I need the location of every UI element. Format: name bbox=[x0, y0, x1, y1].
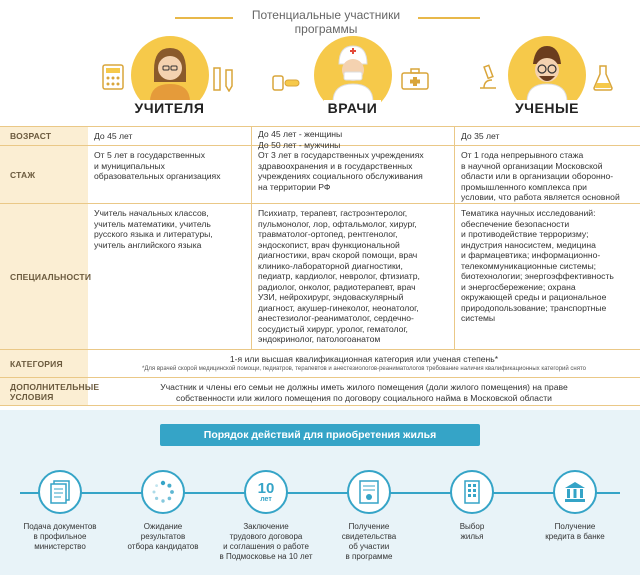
ruler-pencil-icon bbox=[212, 66, 236, 92]
row-age bbox=[0, 126, 640, 150]
step-3-text: Заключение трудового договора и соглашения о работе в Подмосковье на 10 лет bbox=[219, 522, 313, 561]
steps-title: Порядок действий для приобретения жилья bbox=[160, 424, 480, 446]
step-3-badge-unit: лет bbox=[260, 496, 272, 503]
row-specialty bbox=[0, 204, 640, 350]
step-6-text: Получение кредита в банке bbox=[545, 522, 605, 541]
step-1-text: Подача документов в профильное министерство bbox=[23, 522, 97, 551]
group-label-scientists: УЧЕНЫЕ bbox=[454, 100, 640, 116]
category-note: *Для врачей скорой медицинской помощи, педиатров, терапевтов и анестезиологов-реаниматологов требование наличия квалификационных категорий снято bbox=[142, 366, 586, 372]
step-5-text: Выбор жилья bbox=[459, 522, 485, 541]
title-divider-right bbox=[418, 17, 480, 19]
row-head-specialty: СПЕЦИАЛЬНОСТИ bbox=[0, 204, 88, 349]
step-3-badge-number: 10 bbox=[257, 480, 275, 497]
calculator-icon bbox=[102, 64, 124, 90]
steps-timeline bbox=[20, 492, 620, 494]
row-category bbox=[0, 350, 640, 378]
flask-icon bbox=[592, 64, 614, 92]
experience-doctors: От 3 лет в государственных учреждениях здравоохранения и в государственных учреждениях социального обслуживания на территории РФ bbox=[251, 146, 454, 203]
medkit-icon bbox=[401, 68, 429, 90]
doctor-icon bbox=[327, 42, 379, 102]
certificate-icon bbox=[347, 470, 391, 514]
row-experience bbox=[0, 146, 640, 204]
group-doctors bbox=[251, 36, 454, 118]
experience-teachers: От 5 лет в государственных и муниципальных образовательных организациях bbox=[94, 150, 221, 181]
group-scientists bbox=[454, 36, 640, 118]
microscope-icon bbox=[476, 64, 500, 92]
page-title: Потенциальные участники программы bbox=[251, 8, 401, 36]
category-text bbox=[88, 350, 640, 377]
row-head-age: ВОЗРАСТ bbox=[0, 127, 88, 145]
title-divider-left bbox=[175, 17, 233, 19]
row-head-category: КАТЕГОРИЯ bbox=[0, 350, 88, 377]
specialty-scientists: Тематика научных исследований: обеспечение безопасности и противодействие терроризму; индустрия наносистем, медицина и фармацевтика; информационно- телекоммуникационные системы; биотехнологии; энергоэффективность и энергосбережение; охрана окружающей среды и рациональное природопользование; транспортные системы bbox=[454, 204, 640, 349]
row-head-extra: ДОПОЛНИТЕЛЬНЫЕ УСЛОВИЯ bbox=[0, 378, 88, 405]
calendar-icon bbox=[244, 470, 288, 514]
teacher-icon bbox=[144, 42, 196, 102]
pills-icon bbox=[271, 70, 301, 92]
row-extra bbox=[0, 378, 640, 406]
age-doctors: До 45 лет - женщины До 50 лет - мужчины bbox=[251, 127, 454, 145]
category-main: 1-я или высшая квалификационная категория или ученая степень* bbox=[229, 354, 499, 364]
scientist-icon bbox=[521, 42, 573, 102]
group-label-doctors: ВРАЧИ bbox=[251, 100, 454, 116]
experience-scientists: От 1 года непрерывного стажа в научной организации Московской области или в организации оборонно- промышленного комплекса при условии, что работа является основной bbox=[454, 146, 640, 203]
group-teachers bbox=[88, 36, 251, 118]
section-title bbox=[0, 0, 640, 36]
bank-icon bbox=[553, 470, 597, 514]
age-teachers: До 45 лет bbox=[94, 131, 133, 141]
step-2-text: Ожидание результатов отбора кандидатов bbox=[127, 522, 199, 551]
building-icon bbox=[450, 470, 494, 514]
documents-icon bbox=[38, 470, 82, 514]
age-scientists: До 35 лет bbox=[454, 127, 640, 145]
extra-conditions: Участник и члены его семьи не должны иметь жилого помещения (доли жилого помещения) на праве собственности или жилого помещения по договору социального найма в Московской области bbox=[160, 382, 568, 403]
specialty-doctors: Психиатр, терапевт, гастроэнтеролог, пульмонолог, лор, офтальмолог, хирург, травматолог-ортопед, рентгенолог, эндоскопист, врач функциональной диагностики, врач скорой помощи, врач клинико-лабораторной диагностики, педиатр, кардиолог, невролог, фтизиатр, радиолог, онколог, радиотерапевт, врач УЗИ, нейрохирург, эндоваскулярный диагност, акушер-гинеколог, неонатолог, анестезиолог-реаниматолог, сердечно- сосудистый хирург, уролог, гематолог, эндокринолог, патологоанатом bbox=[251, 204, 454, 349]
row-head-experience: СТАЖ bbox=[0, 146, 88, 203]
group-label-teachers: УЧИТЕЛЯ bbox=[88, 100, 251, 116]
loading-icon bbox=[141, 470, 185, 514]
specialty-teachers: Учитель начальных классов, учитель математики, учитель русского языка и литературы, учитель английского языка bbox=[94, 208, 213, 250]
step-4-text: Получение свидетельства об участии в программе bbox=[341, 522, 397, 561]
